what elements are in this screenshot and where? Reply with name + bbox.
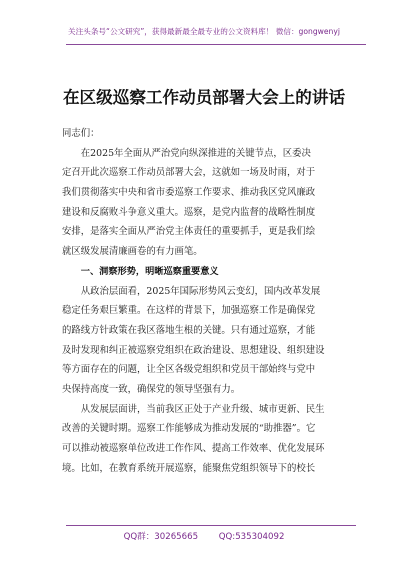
document-body [62,124,348,478]
paragraph-1 [62,144,348,262]
document-title: 在区级巡察工作动员部署大会上的讲话 [62,88,346,107]
paragraph-line: 在2025年全面从严治党向纵深推进的关键节点，区委决 [80,147,311,159]
paragraph-line: 从政治层面看，2025年国际形势风云变幻，国内改革发展 [80,285,321,297]
paragraph-line: 可以推动被巡察单位改进工作作风、提高工作效率、优化发展环 [62,443,325,454]
paragraph-line: 定召开此次巡察工作动员部署大会，这就如一场及时雨，对于 [62,167,316,179]
header-divider [66,44,366,45]
paragraph-line: 安排，是落实全面从严治党主体责任的重要抓手，更是我们绘 [62,226,316,238]
paragraph-3 [62,400,348,479]
paragraph-2 [62,282,348,400]
paragraph-line: 及时发现和纠正被巡察党组织在政治建设、思想建设、组织建设 [62,344,325,356]
footer-divider [66,525,356,526]
paragraph-line: 我们贯彻落实中央和省市委巡察工作要求、推动我区党风廉政 [62,187,316,199]
paragraph-line: 的路线方针政策在我区落地生根的关键。只有通过巡察，才能 [62,324,316,336]
paragraph-line: 就区级发展清廉画卷的有力画笔。 [62,246,203,258]
paragraph-line: 境。比如，在教育系统开展巡察，能聚焦党组织领导下的校长 [62,462,316,474]
salutation: 同志们： [62,128,100,139]
footer-qq: QQ:535304092 [218,532,285,542]
paragraph-line: 等方面存在的问题，让全区各级党组织和党员干部始终与党中 [62,364,316,376]
paragraph-line: 稳定任务艰巨繁重。在这样的背景下，加强巡察工作是确保党 [62,305,316,317]
paragraph-line: 从发展层面讲，当前我区正处于产业升级、城市更新、民生 [80,403,325,415]
paragraph-line: 改善的关键时期。巡察工作能够成为推动发展的“助推器”。它 [62,423,316,435]
section-heading: 一、洞察形势，明晰巡察重要意义 [80,265,219,277]
header-note: 关注头条号“公文研究”，获得最新最全最专业的公文资料库！ 微信：gongwenyj [68,27,340,36]
footer [0,530,408,542]
paragraph-line: 建设和反腐败斗争意义重大。巡察，是党内监督的战略性制度 [62,206,316,218]
footer-qq-group: QQ群：30265665 [123,532,199,542]
paragraph-line: 央保持高度一致，确保党的领导坚强有力。 [62,383,241,395]
